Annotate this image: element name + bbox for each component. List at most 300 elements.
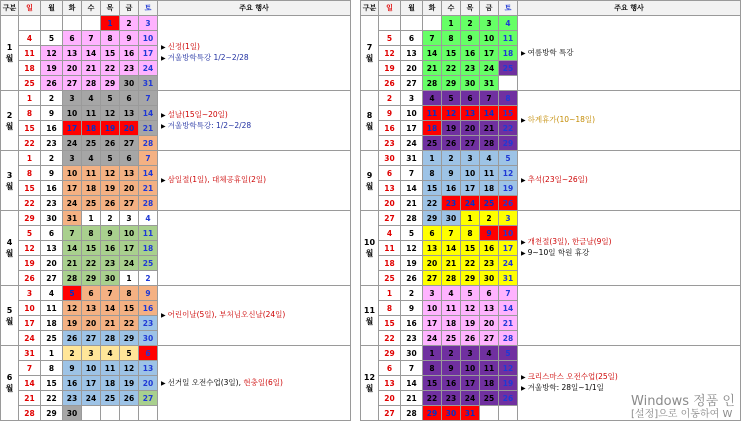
week-row <box>1 91 351 106</box>
day-cell: 30 <box>442 211 461 226</box>
day-cell: 8 <box>19 166 41 181</box>
day-cell: 26 <box>101 136 120 151</box>
day-cell: 23 <box>120 61 139 76</box>
day-cell: 24 <box>63 136 82 151</box>
empty-day-cell <box>120 406 139 421</box>
day-cell: 11 <box>442 301 461 316</box>
day-cell: 12 <box>499 166 518 181</box>
day-cell: 10 <box>82 361 101 376</box>
day-cell: 28 <box>442 271 461 286</box>
day-cell: 12 <box>379 46 401 61</box>
day-cell: 17 <box>461 376 480 391</box>
header-day-6: 토 <box>139 1 158 16</box>
header-day-3: 수 <box>82 1 101 16</box>
week-row <box>1 211 351 226</box>
day-cell: 8 <box>423 361 442 376</box>
day-cell: 6 <box>461 91 480 106</box>
empty-day-cell <box>82 16 101 31</box>
day-cell: 12 <box>41 46 63 61</box>
bullet-arrow-icon: ▶ <box>521 49 526 57</box>
day-cell: 9 <box>41 166 63 181</box>
day-cell: 17 <box>63 181 82 196</box>
month-events <box>158 151 351 211</box>
month-events <box>158 91 351 151</box>
day-cell: 12 <box>101 106 120 121</box>
day-cell: 16 <box>379 121 401 136</box>
day-cell: 25 <box>423 136 442 151</box>
day-cell: 9 <box>101 226 120 241</box>
day-cell: 12 <box>120 361 139 376</box>
day-cell: 29 <box>101 76 120 91</box>
day-cell: 20 <box>480 316 499 331</box>
day-cell: 18 <box>379 256 401 271</box>
day-cell: 4 <box>41 286 63 301</box>
day-cell: 27 <box>120 136 139 151</box>
empty-day-cell <box>423 16 442 31</box>
day-cell: 24 <box>63 196 82 211</box>
day-cell: 27 <box>379 406 401 421</box>
day-cell: 22 <box>82 256 101 271</box>
day-cell: 16 <box>442 376 461 391</box>
day-cell: 15 <box>499 106 518 121</box>
day-cell: 10 <box>120 226 139 241</box>
day-cell: 28 <box>63 271 82 286</box>
day-cell: 12 <box>401 241 423 256</box>
day-cell: 18 <box>480 376 499 391</box>
day-cell: 29 <box>41 406 63 421</box>
bullet-arrow-icon: ▶ <box>161 122 166 130</box>
day-cell: 6 <box>82 286 101 301</box>
day-cell: 19 <box>63 316 82 331</box>
bullet-arrow-icon: ▶ <box>161 111 166 119</box>
day-cell: 8 <box>379 301 401 316</box>
event-text: 어린이날(5일), 부처님오신날(24일) <box>167 310 286 319</box>
day-cell: 24 <box>120 256 139 271</box>
day-cell: 4 <box>480 346 499 361</box>
day-cell: 2 <box>461 16 480 31</box>
day-cell: 28 <box>401 406 423 421</box>
month-label: 12 월 <box>361 346 379 421</box>
day-cell: 21 <box>423 61 442 76</box>
day-cell: 30 <box>379 151 401 166</box>
day-cell: 1 <box>379 286 401 301</box>
day-cell: 4 <box>423 91 442 106</box>
day-cell: 11 <box>139 226 158 241</box>
empty-day-cell <box>379 16 401 31</box>
event-text: 겨울방학특강 1/2~2/28 <box>167 53 249 62</box>
day-cell: 26 <box>461 331 480 346</box>
empty-day-cell <box>41 16 63 31</box>
day-cell: 13 <box>480 301 499 316</box>
day-cell: 5 <box>401 226 423 241</box>
watermark-line-2: [설정]으로 이동하여 W <box>631 409 733 420</box>
day-cell: 13 <box>120 106 139 121</box>
day-cell: 15 <box>120 301 139 316</box>
day-cell: 25 <box>480 196 499 211</box>
day-cell: 14 <box>499 301 518 316</box>
day-cell: 19 <box>401 256 423 271</box>
day-cell: 28 <box>82 76 101 91</box>
day-cell: 14 <box>82 46 101 61</box>
day-cell: 17 <box>499 241 518 256</box>
day-cell: 13 <box>120 166 139 181</box>
day-cell: 14 <box>63 241 82 256</box>
day-cell: 3 <box>63 151 82 166</box>
day-cell: 4 <box>379 226 401 241</box>
day-cell: 6 <box>480 286 499 301</box>
day-cell: 29 <box>120 331 139 346</box>
day-cell: 14 <box>401 376 423 391</box>
day-cell: 23 <box>480 256 499 271</box>
week-row <box>361 286 741 301</box>
day-cell: 24 <box>19 331 41 346</box>
day-cell: 16 <box>442 181 461 196</box>
header-events: 주요 행사 <box>158 1 351 16</box>
day-cell: 12 <box>19 241 41 256</box>
day-cell: 20 <box>423 256 442 271</box>
day-cell: 30 <box>120 76 139 91</box>
day-cell: 15 <box>423 376 442 391</box>
day-cell: 14 <box>139 106 158 121</box>
day-cell: 27 <box>461 136 480 151</box>
day-cell: 7 <box>401 361 423 376</box>
event-text: 삼일절(1일), 대체공휴일(2일) <box>167 175 267 184</box>
day-cell: 30 <box>101 271 120 286</box>
day-cell: 5 <box>41 31 63 46</box>
day-cell: 13 <box>379 181 401 196</box>
day-cell: 15 <box>19 121 41 136</box>
day-cell: 27 <box>63 76 82 91</box>
day-cell: 27 <box>139 391 158 406</box>
day-cell: 11 <box>101 361 120 376</box>
month-label: 5 월 <box>1 286 19 346</box>
day-cell: 5 <box>63 286 82 301</box>
day-cell: 12 <box>461 301 480 316</box>
day-cell: 31 <box>499 271 518 286</box>
day-cell: 10 <box>461 166 480 181</box>
day-cell: 3 <box>63 91 82 106</box>
month-events <box>158 16 351 91</box>
day-cell: 16 <box>41 181 63 196</box>
day-cell: 27 <box>41 271 63 286</box>
day-cell: 3 <box>120 211 139 226</box>
month-events <box>158 211 351 286</box>
month-events <box>518 211 741 286</box>
day-cell: 23 <box>379 136 401 151</box>
day-cell: 3 <box>480 16 499 31</box>
day-cell: 24 <box>139 61 158 76</box>
day-cell: 4 <box>442 286 461 301</box>
day-cell: 6 <box>139 346 158 361</box>
header-day-6: 토 <box>499 1 518 16</box>
day-cell: 10 <box>401 106 423 121</box>
month-events <box>518 346 741 421</box>
header-day-1: 월 <box>401 1 423 16</box>
day-cell: 10 <box>19 301 41 316</box>
day-cell: 9 <box>120 31 139 46</box>
day-cell: 13 <box>41 241 63 256</box>
day-cell: 3 <box>461 346 480 361</box>
day-cell: 4 <box>139 211 158 226</box>
day-cell: 6 <box>379 166 401 181</box>
day-cell: 4 <box>101 346 120 361</box>
day-cell: 26 <box>120 391 139 406</box>
day-cell: 19 <box>442 121 461 136</box>
day-cell: 12 <box>101 166 120 181</box>
day-cell: 28 <box>139 196 158 211</box>
day-cell: 8 <box>461 226 480 241</box>
day-cell: 6 <box>120 151 139 166</box>
day-cell: 23 <box>63 391 82 406</box>
event-text: 개천절(3일), 한글날(9일) <box>527 237 612 246</box>
week-row <box>1 286 351 301</box>
day-cell: 17 <box>401 121 423 136</box>
day-cell: 11 <box>480 166 499 181</box>
event-text: 9~10일 학원 휴강 <box>527 248 590 257</box>
day-cell: 2 <box>379 91 401 106</box>
day-cell: 23 <box>461 61 480 76</box>
day-cell: 18 <box>423 121 442 136</box>
day-cell: 30 <box>461 76 480 91</box>
day-cell: 2 <box>120 16 139 31</box>
day-cell: 14 <box>19 376 41 391</box>
day-cell: 7 <box>139 91 158 106</box>
day-cell: 29 <box>499 136 518 151</box>
day-cell: 27 <box>82 331 101 346</box>
day-cell: 15 <box>442 46 461 61</box>
day-cell: 7 <box>401 166 423 181</box>
day-cell: 1 <box>82 211 101 226</box>
month-label: 8 월 <box>361 91 379 151</box>
day-cell: 15 <box>423 181 442 196</box>
day-cell: 25 <box>139 256 158 271</box>
month-label: 10 월 <box>361 211 379 286</box>
day-cell: 9 <box>63 361 82 376</box>
day-cell: 5 <box>101 151 120 166</box>
day-cell: 3 <box>82 346 101 361</box>
day-cell: 30 <box>139 331 158 346</box>
week-row <box>361 91 741 106</box>
day-cell: 11 <box>379 241 401 256</box>
day-cell: 4 <box>82 91 101 106</box>
day-cell: 23 <box>139 316 158 331</box>
day-cell: 17 <box>423 316 442 331</box>
day-cell: 17 <box>19 316 41 331</box>
day-cell: 15 <box>19 181 41 196</box>
day-cell: 24 <box>480 61 499 76</box>
header-events: 주요 행사 <box>518 1 741 16</box>
day-cell: 1 <box>461 211 480 226</box>
day-cell: 31 <box>480 76 499 91</box>
day-cell: 12 <box>442 106 461 121</box>
day-cell: 21 <box>82 61 101 76</box>
day-cell: 6 <box>63 31 82 46</box>
day-cell: 28 <box>401 211 423 226</box>
day-cell: 31 <box>461 406 480 421</box>
day-cell: 21 <box>63 256 82 271</box>
day-cell: 28 <box>19 406 41 421</box>
day-cell: 16 <box>480 241 499 256</box>
day-cell: 2 <box>401 286 423 301</box>
day-cell: 17 <box>461 181 480 196</box>
month-events <box>158 286 351 346</box>
month-label: 2 월 <box>1 91 19 151</box>
day-cell: 2 <box>63 346 82 361</box>
day-cell: 26 <box>379 76 401 91</box>
day-cell: 5 <box>499 151 518 166</box>
day-cell: 1 <box>120 271 139 286</box>
day-cell: 12 <box>499 361 518 376</box>
day-cell: 29 <box>82 271 101 286</box>
week-row <box>361 151 741 166</box>
week-row <box>1 16 351 31</box>
day-cell: 28 <box>101 331 120 346</box>
day-cell: 21 <box>139 181 158 196</box>
event-text: 설날(15일~20일) <box>167 109 228 119</box>
bullet-arrow-icon: ▶ <box>161 44 166 51</box>
day-cell: 6 <box>401 31 423 46</box>
day-cell: 22 <box>499 121 518 136</box>
day-cell: 18 <box>442 316 461 331</box>
event-text: 신정(1일) <box>167 42 200 51</box>
day-cell: 1 <box>41 346 63 361</box>
day-cell: 7 <box>101 286 120 301</box>
day-cell: 13 <box>82 301 101 316</box>
day-cell: 14 <box>442 241 461 256</box>
day-cell: 20 <box>379 196 401 211</box>
day-cell: 23 <box>41 136 63 151</box>
day-cell: 2 <box>101 211 120 226</box>
day-cell: 20 <box>41 256 63 271</box>
month-label: 1 월 <box>1 16 19 91</box>
event-text: 겨울방학: 28일~1/1일 <box>527 383 604 392</box>
day-cell: 4 <box>19 31 41 46</box>
month-events <box>518 151 741 211</box>
day-cell: 7 <box>423 31 442 46</box>
day-cell: 15 <box>41 376 63 391</box>
day-cell: 29 <box>461 271 480 286</box>
day-cell: 31 <box>19 346 41 361</box>
header-day-2: 화 <box>423 1 442 16</box>
day-cell: 9 <box>379 106 401 121</box>
day-cell: 26 <box>63 331 82 346</box>
day-cell: 3 <box>19 286 41 301</box>
day-cell: 1 <box>423 346 442 361</box>
day-cell: 25 <box>19 76 41 91</box>
day-cell: 22 <box>379 331 401 346</box>
day-cell: 11 <box>480 361 499 376</box>
day-cell: 8 <box>82 226 101 241</box>
bullet-arrow-icon: ▶ <box>521 239 526 246</box>
day-cell: 16 <box>461 46 480 61</box>
day-cell: 8 <box>120 286 139 301</box>
event-text: 하계휴가(10~18일) <box>527 115 596 124</box>
day-cell: 25 <box>480 391 499 406</box>
day-cell: 11 <box>82 166 101 181</box>
day-cell: 25 <box>82 136 101 151</box>
week-row <box>361 346 741 361</box>
day-cell: 8 <box>101 31 120 46</box>
day-cell: 9 <box>461 31 480 46</box>
day-cell: 30 <box>401 346 423 361</box>
day-cell: 15 <box>101 46 120 61</box>
day-cell: 25 <box>442 331 461 346</box>
bullet-arrow-icon: ▶ <box>161 177 166 184</box>
day-cell: 18 <box>499 46 518 61</box>
event-text: 현충일(6일) <box>243 377 283 387</box>
day-cell: 27 <box>423 271 442 286</box>
day-cell: 18 <box>41 316 63 331</box>
day-cell: 26 <box>101 196 120 211</box>
day-cell: 26 <box>19 271 41 286</box>
day-cell: 1 <box>19 91 41 106</box>
day-cell: 22 <box>120 316 139 331</box>
day-cell: 2 <box>480 211 499 226</box>
day-cell: 28 <box>139 136 158 151</box>
header-day-0: 일 <box>19 1 41 16</box>
day-cell: 19 <box>101 181 120 196</box>
day-cell: 31 <box>63 211 82 226</box>
bullet-arrow-icon: ▶ <box>521 250 526 257</box>
day-cell: 9 <box>401 301 423 316</box>
day-cell: 13 <box>379 376 401 391</box>
day-cell: 24 <box>461 196 480 211</box>
day-cell: 14 <box>401 181 423 196</box>
month-label: 9 월 <box>361 151 379 211</box>
day-cell: 11 <box>19 46 41 61</box>
day-cell: 10 <box>461 361 480 376</box>
watermark-line-1: Windows 정품 인 <box>631 394 735 409</box>
day-cell: 10 <box>63 106 82 121</box>
day-cell: 29 <box>423 406 442 421</box>
day-cell: 18 <box>101 376 120 391</box>
day-cell: 4 <box>499 16 518 31</box>
day-cell: 24 <box>499 256 518 271</box>
day-cell: 25 <box>499 61 518 76</box>
day-cell: 16 <box>120 46 139 61</box>
day-cell: 13 <box>139 361 158 376</box>
calendar-right-half <box>360 0 741 421</box>
day-cell: 19 <box>461 316 480 331</box>
day-cell: 31 <box>401 151 423 166</box>
day-cell: 27 <box>401 76 423 91</box>
day-cell: 14 <box>139 166 158 181</box>
day-cell: 25 <box>379 271 401 286</box>
day-cell: 22 <box>442 61 461 76</box>
day-cell: 6 <box>379 361 401 376</box>
day-cell: 6 <box>120 91 139 106</box>
day-cell: 22 <box>423 391 442 406</box>
day-cell: 24 <box>423 331 442 346</box>
day-cell: 26 <box>499 391 518 406</box>
day-cell: 11 <box>423 106 442 121</box>
day-cell: 28 <box>499 331 518 346</box>
empty-day-cell <box>139 406 158 421</box>
day-cell: 17 <box>120 241 139 256</box>
day-cell: 19 <box>19 256 41 271</box>
day-cell: 29 <box>423 211 442 226</box>
day-cell: 30 <box>480 271 499 286</box>
day-cell: 21 <box>19 391 41 406</box>
month-label: 3 월 <box>1 151 19 211</box>
day-cell: 17 <box>139 46 158 61</box>
day-cell: 16 <box>41 121 63 136</box>
day-cell: 4 <box>480 151 499 166</box>
day-cell: 12 <box>63 301 82 316</box>
day-cell: 20 <box>82 316 101 331</box>
day-cell: 23 <box>101 256 120 271</box>
bullet-arrow-icon: ▶ <box>521 385 526 392</box>
